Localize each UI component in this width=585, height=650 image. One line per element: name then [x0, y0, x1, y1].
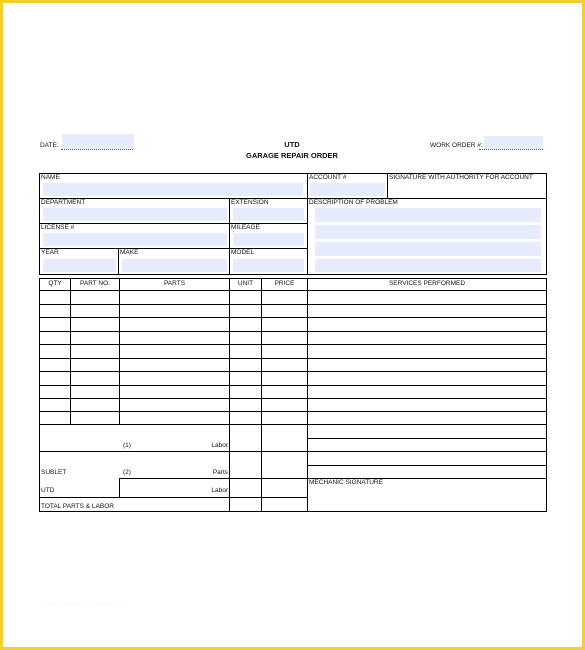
mileage-label: MILEAGE — [231, 224, 260, 231]
account-divider — [387, 173, 388, 198]
work-order-field[interactable] — [484, 136, 543, 149]
col-header-services: SERVICES PERFORMED — [388, 280, 466, 287]
make-field[interactable] — [122, 259, 227, 272]
table-row-line — [39, 331, 547, 332]
parts-divider — [229, 278, 230, 511]
partno-divider — [119, 278, 120, 424]
table-row-line — [39, 385, 547, 386]
description-field-4[interactable] — [315, 259, 541, 272]
info-left-border — [39, 173, 40, 274]
info-row-line-2 — [39, 223, 307, 224]
col-header-part-no: PART NO. — [80, 280, 110, 287]
make-divider — [118, 248, 119, 274]
year-label: YEAR — [41, 249, 59, 256]
col-header-parts: PARTS — [163, 280, 186, 287]
signature-authority-label: SIGNATURE WITH AUTHORITY FOR ACCOUNT — [389, 174, 533, 181]
sublet-label: SUBLET — [41, 469, 67, 476]
info-row-line-1 — [39, 198, 547, 199]
table-bottom-border — [39, 511, 547, 512]
name-label: NAME — [41, 174, 60, 181]
model-field[interactable] — [233, 259, 304, 272]
company-name: UTD — [284, 140, 300, 149]
date-underline — [61, 149, 133, 150]
description-label: DESCRIPTION OF PROBLEM — [309, 199, 398, 206]
table-row-line — [39, 411, 547, 412]
description-field-2[interactable] — [315, 225, 541, 239]
table-right-border — [546, 278, 547, 511]
info-row-line-3 — [39, 248, 307, 249]
price-divider — [307, 278, 308, 511]
table-row-line — [39, 317, 547, 318]
extension-label: EXTENSION — [231, 199, 269, 206]
work-order-label: WORK ORDER #: — [430, 142, 483, 149]
table-row-line — [39, 398, 547, 399]
date-field[interactable] — [62, 134, 134, 149]
extension-divider — [229, 198, 230, 274]
table-row-line — [39, 344, 547, 345]
description-field-3[interactable] — [315, 242, 541, 256]
table-row-line — [39, 358, 547, 359]
table-row-line — [39, 371, 547, 372]
info-right-border — [546, 173, 547, 274]
labor-1-number: (1) — [123, 442, 131, 449]
table-row-line — [39, 424, 547, 425]
department-label: DEPARTMENT — [41, 199, 86, 206]
table-top-border — [39, 278, 547, 279]
col-header-qty: QTY — [48, 280, 62, 287]
table-left-border — [39, 278, 40, 511]
form-title: GARAGE REPAIR ORDER — [246, 151, 338, 160]
year-field[interactable] — [43, 259, 116, 272]
totals-line-1 — [39, 451, 307, 452]
description-field-1[interactable] — [315, 208, 541, 222]
model-label: MODEL — [231, 249, 255, 256]
mechanic-signature-label: MECHANIC SIGNATURE — [309, 479, 383, 486]
info-mid-divider — [307, 173, 308, 274]
services-line — [307, 465, 547, 466]
table-header-bottom — [39, 290, 547, 291]
name-field[interactable] — [43, 183, 303, 196]
total-parts-labor-label: TOTAL PARTS & LABOR — [41, 503, 114, 510]
totals-line-3 — [39, 497, 307, 498]
info-bottom-border — [39, 274, 547, 275]
services-line — [307, 451, 547, 452]
account-label: ACCOUNT # — [309, 174, 347, 181]
parts-2-number: (2) — [123, 469, 131, 476]
account-field[interactable] — [310, 183, 385, 196]
parts-2-label: Parts — [212, 469, 228, 476]
watermark: ····· ··········· ·········· — [43, 599, 126, 608]
utd-label: UTD — [41, 487, 55, 494]
totals-line-2 — [119, 478, 307, 479]
work-order-underline — [479, 149, 543, 150]
unit-divider — [261, 278, 262, 511]
mileage-field[interactable] — [233, 233, 304, 246]
labor-1-label: Labor — [211, 442, 228, 449]
col-header-unit: UNIT — [237, 280, 254, 287]
qty-divider — [70, 278, 71, 424]
utd-divider — [119, 478, 120, 497]
date-label: DATE: — [40, 142, 59, 149]
col-header-price: PRICE — [274, 280, 295, 287]
make-label: MAKE — [120, 249, 139, 256]
department-field[interactable] — [43, 208, 227, 221]
extension-field[interactable] — [233, 208, 304, 221]
table-row-line — [39, 304, 547, 305]
labor-label: Labor — [211, 487, 228, 494]
license-label: LICENSE # — [41, 224, 75, 231]
services-line — [307, 438, 547, 439]
license-field[interactable] — [43, 233, 227, 246]
